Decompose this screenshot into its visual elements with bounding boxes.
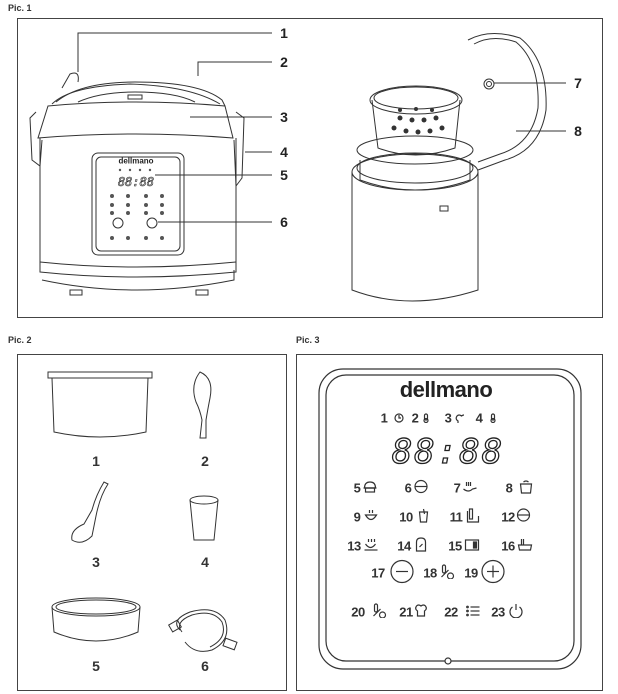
panel-logo: dellmano <box>399 377 493 402</box>
panel-button-number: 3 <box>444 410 452 426</box>
panel-button-number: 6 <box>404 480 412 496</box>
pasta-icon <box>518 537 533 557</box>
panel-button-number: 14 <box>397 538 411 554</box>
panel-button-number: 16 <box>501 538 515 554</box>
pic1-panel-logo: dellmano <box>118 156 154 166</box>
callout-4: 4 <box>280 144 288 160</box>
callout-7: 7 <box>574 75 582 91</box>
callout-8: 8 <box>574 123 582 139</box>
panel-button-number: 15 <box>448 538 462 554</box>
temp-timer-icon <box>440 564 455 584</box>
porridge-icon <box>516 508 531 528</box>
panel-button-number: 1 <box>380 410 388 426</box>
thermometer-icon <box>488 410 498 428</box>
steamer-icon <box>363 479 378 499</box>
panel-button-number: 23 <box>491 604 505 620</box>
panel-button-number: 22 <box>444 604 458 620</box>
panel-button-number: 10 <box>399 509 413 525</box>
callout-1: 1 <box>280 25 288 41</box>
callout-2: 2 <box>280 54 288 70</box>
menu-icon <box>466 603 481 623</box>
plus-icon <box>481 560 505 589</box>
bread-icon <box>414 537 429 557</box>
baby-food-icon <box>466 508 481 528</box>
clock-icon <box>394 410 404 428</box>
fry-pan-icon <box>463 479 478 499</box>
panel-button-number: 17 <box>371 565 385 581</box>
oven-icon <box>465 537 480 557</box>
pic1-title: Pic. 1 <box>8 3 32 13</box>
panel-button-number: 7 <box>453 480 461 496</box>
accessory-label-5: 5 <box>92 658 100 674</box>
panel-button-number: 11 <box>449 509 463 525</box>
chef-hat-icon <box>414 603 429 623</box>
panel-button-number: 13 <box>347 538 361 554</box>
panel-button-number: 20 <box>351 604 365 620</box>
callout-5: 5 <box>280 167 288 183</box>
yogurt-icon <box>416 508 431 528</box>
accessory-label-4: 4 <box>201 554 209 570</box>
accessory-label-1: 1 <box>92 453 100 469</box>
rice-icon <box>414 479 429 499</box>
chef-hat-icon <box>454 410 464 428</box>
accessory-label-3: 3 <box>92 554 100 570</box>
panel-button-number: 21 <box>399 604 413 620</box>
soup-bowl-icon <box>364 508 379 528</box>
slow-cook-icon <box>364 537 379 557</box>
accessory-label-6: 6 <box>201 658 209 674</box>
panel-button-number: 19 <box>464 565 478 581</box>
panel-display: 88:88 <box>391 432 505 472</box>
panel-button-number: 9 <box>353 509 361 525</box>
panel-button-number: 2 <box>411 410 419 426</box>
accessory-label-2: 2 <box>201 453 209 469</box>
callout-3: 3 <box>280 109 288 125</box>
panel-button-number: 4 <box>475 410 483 426</box>
callout-6: 6 <box>280 214 288 230</box>
stew-pot-icon <box>519 479 534 499</box>
pic3-title: Pic. 3 <box>296 335 320 345</box>
panel-button-number: 8 <box>505 480 513 496</box>
keep-warm-icon <box>372 603 387 623</box>
panel-button-number: 5 <box>353 480 361 496</box>
pic2-title: Pic. 2 <box>8 335 32 345</box>
power-icon <box>509 603 524 623</box>
pic1-panel-display: 88:88 <box>117 175 155 189</box>
panel-button-number: 18 <box>423 565 437 581</box>
thermometer-icon <box>421 410 431 428</box>
panel-button-number: 12 <box>501 509 515 525</box>
minus-icon <box>390 560 414 589</box>
